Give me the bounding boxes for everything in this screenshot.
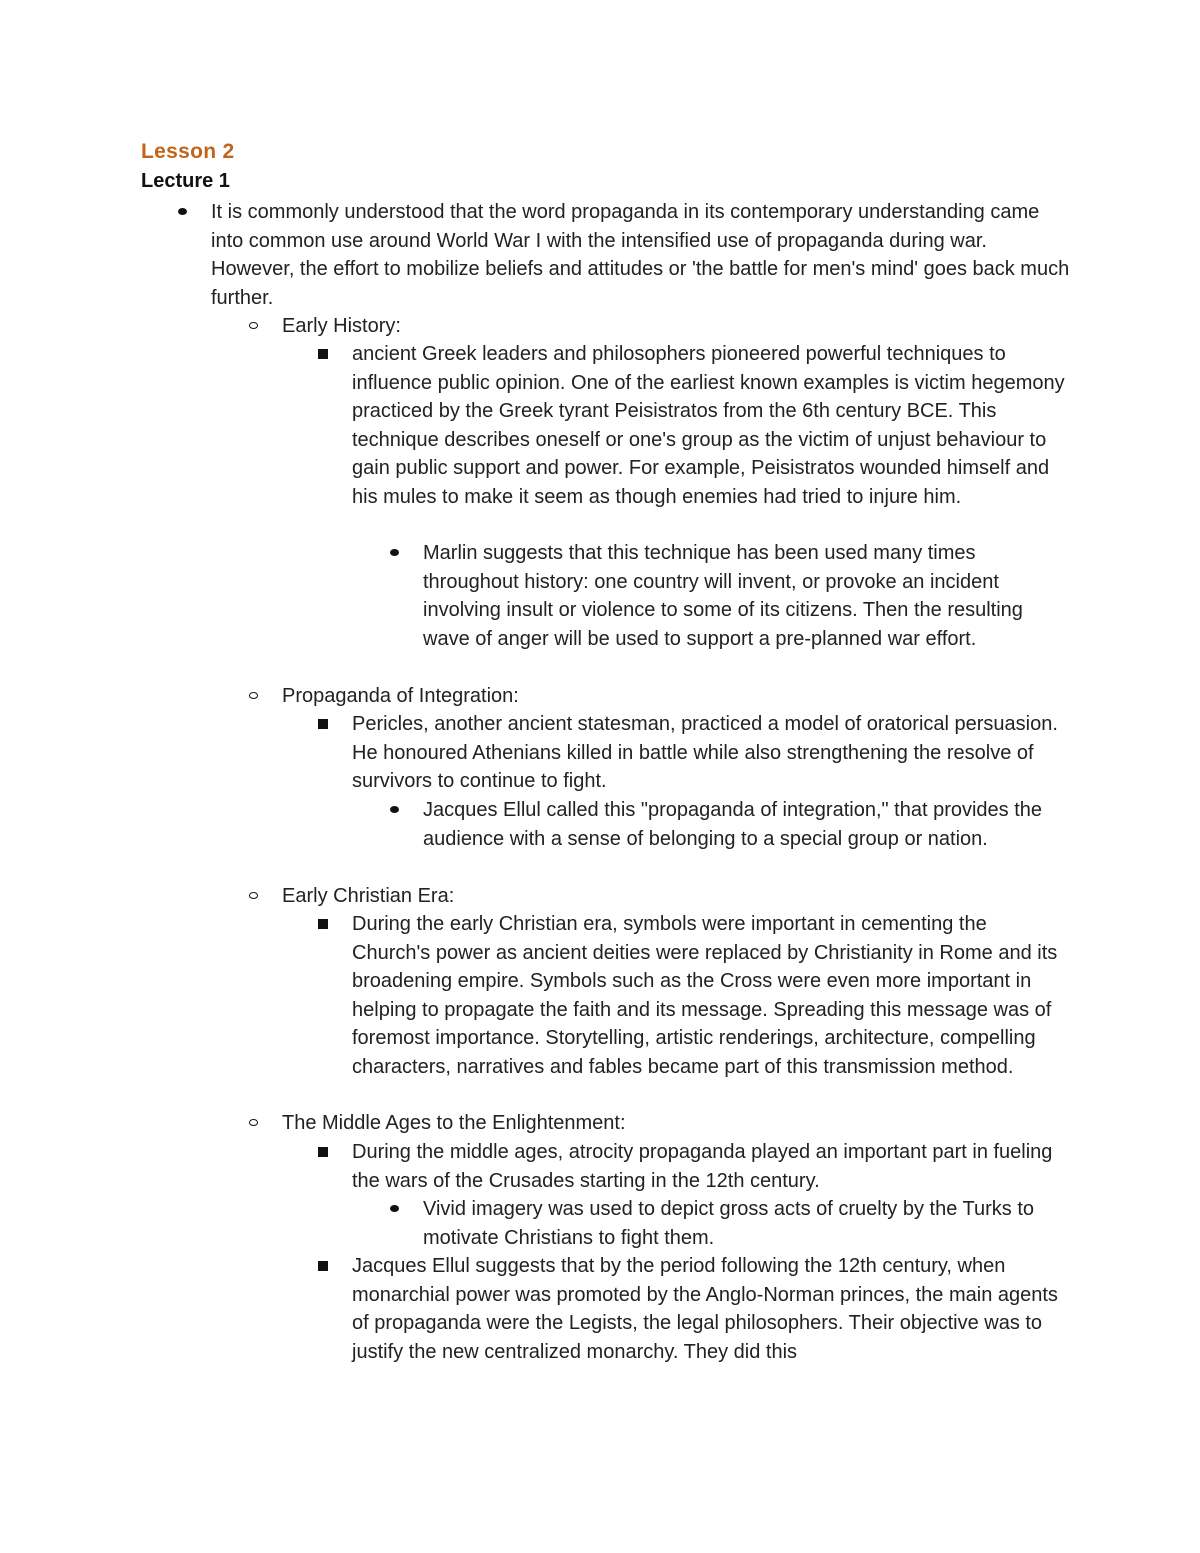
list-item-level-2	[282, 882, 1082, 911]
square-bullet-icon	[318, 1261, 328, 1271]
circle-bullet-icon	[249, 692, 258, 699]
list-item-text: Vivid imagery was used to depict gross acts of cruelty by the Turks to motivate Christians to fight them.	[423, 1198, 1035, 1249]
list-item-level-3	[352, 1138, 1067, 1195]
square-bullet-icon	[318, 919, 328, 929]
list-item-level-4	[423, 1195, 1068, 1252]
list-item-text: Jacques Ellul suggests that by the period following the 12th century, when monarchial power was promoted by the Anglo-Norman princes, the main agents of propaganda were the Legists, the legal philosophers. Their objective was to justify the new centralized monarchy. They did this	[352, 1255, 1058, 1363]
circle-bullet-icon	[249, 322, 258, 329]
list-item-level-4	[423, 539, 1068, 653]
lesson-title: Lesson 2	[141, 140, 235, 163]
list-item-text: Marlin suggests that this technique has been used many times throughout history: one country will invent, or provoke an incident involving insult or violence to some of its citizens. Then the resulting wave of anger will be used to support a pre-planned war effort.	[423, 542, 1023, 650]
list-item-level-1	[211, 198, 1071, 312]
disc-bullet-icon	[390, 1205, 399, 1212]
list-item-text: Propaganda of Integration:	[282, 685, 519, 707]
list-item-text: Early History:	[282, 315, 401, 337]
circle-bullet-icon	[249, 1119, 258, 1126]
list-item-text: Pericles, another ancient statesman, practiced a model of oratorical persuasion. He honoured Athenians killed in battle while also strengthening the resolve of survivors to continue to fight.	[352, 713, 1058, 792]
list-item-level-2	[282, 312, 1082, 341]
list-item-level-3	[352, 910, 1067, 1081]
square-bullet-icon	[318, 719, 328, 729]
lecture-title: Lecture 1	[141, 170, 230, 192]
list-item-level-3	[352, 1252, 1067, 1366]
list-item-level-2	[282, 682, 1082, 711]
disc-bullet-icon	[178, 208, 187, 215]
list-item-level-3	[352, 340, 1067, 511]
list-item-text: It is commonly understood that the word propaganda in its contemporary understanding came into common use around World War I with the intensified use of propaganda during war. However, the effort to mobilize beliefs and attitudes or 'the battle for men's mind' goes back much further.	[211, 201, 1070, 309]
list-item-text: Early Christian Era:	[282, 885, 455, 907]
list-item-text: Jacques Ellul called this "propaganda of integration," that provides the audience with a sense of belonging to a special group or nation.	[423, 799, 1043, 850]
circle-bullet-icon	[249, 892, 258, 899]
list-item-text: ancient Greek leaders and philosophers pioneered powerful techniques to influence public opinion. One of the earliest known examples is victim hegemony practiced by the Greek tyrant Peisistratos from the 6th century BCE. This technique describes oneself or one's group as the victim of unjust behaviour to gain public support and power. For example, Peisistratos wounded himself and his mules to make it seem as though enemies had tried to injure him.	[352, 343, 1065, 508]
square-bullet-icon	[318, 1147, 328, 1157]
list-item-text: During the middle ages, atrocity propaganda played an important part in fueling the wars of the Crusades starting in the 12th century.	[352, 1141, 1053, 1192]
list-item-level-3	[352, 710, 1067, 796]
list-item-level-2	[282, 1109, 1082, 1138]
list-item-text: During the early Christian era, symbols were important in cementing the Church's power as ancient deities were replaced by Christianity in Rome and its broadening empire. Symbols such as the Cross were even more important in helping to propagate the faith and its message. Spreading this message was of foremost importance. Storytelling, artistic renderings, architecture, compelling characters, narratives and fables became part of this transmission method.	[352, 913, 1058, 1078]
disc-bullet-icon	[390, 549, 399, 556]
disc-bullet-icon	[390, 806, 399, 813]
list-item-text: The Middle Ages to the Enlightenment:	[282, 1112, 626, 1134]
square-bullet-icon	[318, 349, 328, 359]
list-item-level-4	[423, 796, 1068, 853]
